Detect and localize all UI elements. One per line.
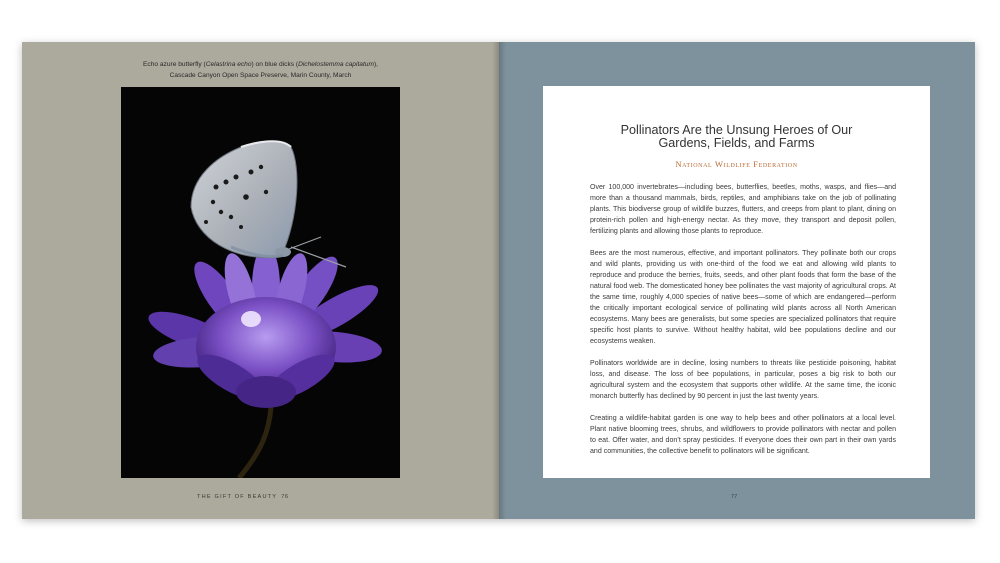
right-page-number: 77	[731, 494, 738, 500]
paragraph: Creating a wildlife-habitat garden is one way to help bees and other pollinators at a local level. Plant native blooming trees, shrubs, and wildflowers to provide pollinators with nectar and pollen to eat. Offer water, and don’t spray pesticides. If everyone does their own part in their own yards and communities, the collective benefit to pollinators will be significant.	[590, 415, 896, 455]
caption-species-butterfly: Celastrina echo	[205, 61, 252, 68]
butterfly-on-flower-photo	[121, 87, 400, 478]
book-spread	[22, 42, 975, 519]
paragraph: Bees are the most numerous, effective, and important pollinators. They pollinate both our crops and wild plants, providing us with one-third of the food we eat and allowing wild plants to reproduce and produce the berries, fruits, seeds, and other plant foods that form the base of the natural food web. The domesticated honey bee pollinates the vast majority of agricultural crops. At the same time, roughly 4,000 species of native bees—some of which are endangered—perform the critically important ecological service of pollinating wild plants across all North American ecosystems. Many bees are generalists, but some species are specialized pollinators that require specific host plants to survive. Without healthy habitat, wild bee populations decline and our ecosystems weaken.	[590, 250, 896, 345]
paragraph: Over 100,000 invertebrates—including bees, butterflies, beetles, moths, wasps, and flies—and more than a thousand mammals, birds, reptiles, and amphibians take on the job of pollinating plants. This biodiverse group of wildlife buzzes, flutters, and creeps from plant to plant, dining on protein-rich pollen and high-energy nectar. As they move, they transport and deposit pollen, fertilizing plants and allowing those plants to reproduce.	[590, 184, 896, 235]
article-title-line-1: Pollinators Are the Unsung Heroes of Our	[620, 123, 853, 137]
article-panel	[543, 86, 930, 478]
paragraph: Pollinators worldwide are in decline, losing numbers to threats like pesticide poisoning, habitat loss, and disease. The loss of bee populations, in particular, poses a big risk to both our agricultural system and the ecosystem that supports other wildlife. At the same time, the iconic monarch butterfly has declined by 90 percent in just the last twenty years.	[590, 360, 896, 400]
right-page	[499, 42, 975, 519]
left-page-folio	[197, 494, 288, 500]
article-byline: National Wildlife Federation	[675, 159, 798, 169]
book-gutter	[492, 42, 506, 519]
caption-species-flower: Dichelostemma capitatum	[298, 61, 374, 68]
article-body	[590, 182, 896, 468]
article-title-line-2: Gardens, Fields, and Farms	[658, 136, 815, 150]
left-page-number: 76	[281, 494, 289, 500]
caption-line-1: Echo azure butterfly (Celastrina echo) on blue dicks (Dichelostemma capitatum),	[143, 61, 378, 68]
article-title	[543, 124, 930, 150]
butterfly-flower-illustration	[121, 87, 400, 478]
photo-caption	[52, 59, 469, 81]
running-head: THE GIFT OF BEAUTY	[197, 494, 278, 500]
caption-line-2: Cascade Canyon Open Space Preserve, Marin County, March	[169, 72, 352, 79]
left-page	[22, 42, 499, 519]
